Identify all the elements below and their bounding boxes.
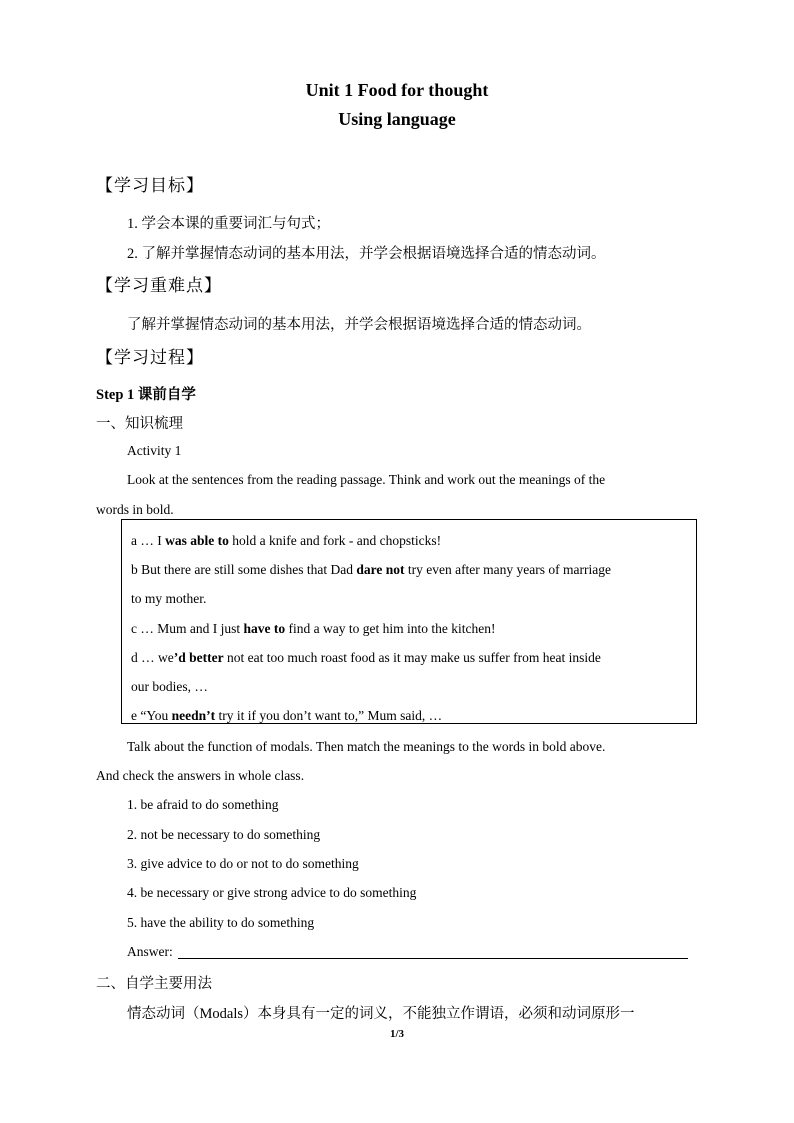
sentence-b-cont: to my mother.: [131, 591, 207, 606]
page-title: Unit 1 Food for thought: [305, 80, 489, 100]
talk-line-1: Talk about the function of modals. Then match the meanings to the words in bold above.: [127, 739, 606, 754]
step1-label: Step 1: [96, 387, 135, 403]
goals-heading: 【学习目标】: [96, 176, 204, 195]
key-heading: 【学习重难点】: [96, 276, 222, 295]
meaning-5: 5. have the ability to do something: [127, 915, 315, 930]
meaning-1: 1. be afraid to do something: [127, 797, 279, 812]
sentence-d: d … we’d better not eat too much roast food as it may make us suffer from heat inside: [131, 650, 601, 665]
step1-cn: 课前自学: [137, 387, 196, 403]
instruction-line-1: Look at the sentences from the reading passage. Think and work out the meanings of the: [127, 472, 606, 487]
sentence-d-cont: our bodies, …: [131, 679, 208, 694]
key-text: 了解并掌握情态动词的基本用法，并学会根据语境选择合适的情态动词。: [127, 317, 591, 333]
goal-2: 2. 了解并掌握情态动词的基本用法，并学会根据语境选择合适的情态动词。: [127, 246, 606, 262]
page-subtitle: Using language: [338, 109, 456, 129]
example-sentences-box: [121, 519, 697, 724]
sentence-e: e “You needn’t try it if you don’t want to,” Mum said, …: [131, 708, 443, 723]
goal-1: 1. 学会本课的重要词汇与句式；: [127, 216, 330, 232]
meaning-3: 3. give advice to do or not to do something: [127, 856, 359, 871]
meaning-2: 2. not be necessary to do something: [127, 827, 321, 842]
sentence-a: a … I was able to hold a knife and fork - and chopsticks!: [131, 533, 442, 548]
answer-blank[interactable]: [178, 958, 688, 959]
meaning-4: 4. be necessary or give strong advice to do something: [127, 885, 417, 900]
activity-label: Activity 1: [127, 443, 182, 458]
part2-heading: 二、自学主要用法: [96, 976, 212, 992]
answer-label: Answer:: [127, 944, 173, 959]
sentence-b: b But there are still some dishes that Dad dare not try even after many years of marriage: [131, 562, 611, 577]
part1-heading: 一、知识梳理: [96, 416, 183, 432]
process-heading: 【学习过程】: [96, 348, 204, 367]
step1-heading: [96, 383, 196, 404]
page-number: 1/3: [389, 1028, 405, 1040]
sentence-c: c … Mum and I just have to find a way to get him into the kitchen!: [131, 621, 496, 636]
talk-line-2: And check the answers in whole class.: [96, 768, 305, 783]
modals-text: 情态动词（Modals）本身具有一定的词义，不能独立作谓语，必须和动词原形一: [127, 1006, 635, 1022]
instruction-line-2: words in bold.: [96, 502, 174, 517]
